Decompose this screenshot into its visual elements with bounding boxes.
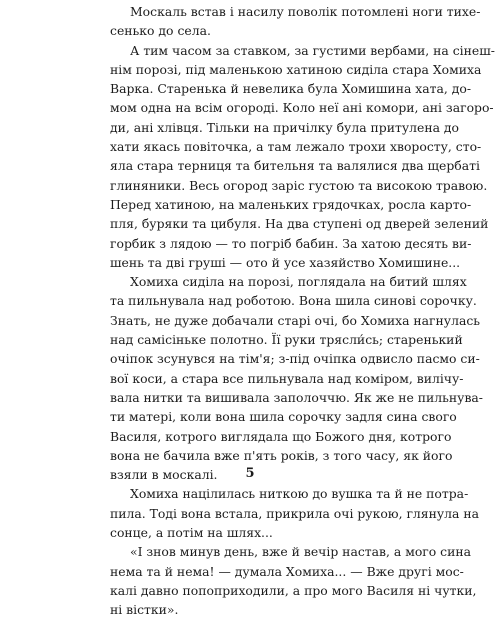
text-line: Хомиха сиділа на порозі, поглядала на битий шлях	[130, 274, 467, 290]
text-line: ні вістки».	[110, 602, 179, 618]
text-line: Хомиха націлилась ниткою до вушка та й не потра-	[130, 486, 469, 502]
text-line: пля, буряки та цибуля. На два ступені од дверей зелений	[110, 216, 489, 232]
text-line: Знать, не дуже добачали старі очі, бо Хомиха нагнулась	[110, 312, 481, 328]
text-line: сенько до села.	[110, 23, 211, 39]
text-line: вої коси, а стара все пильнувала над коміром, вилічу-	[110, 370, 464, 386]
body-text	[110, 2, 495, 620]
text-line: Москаль встав і насилу поволік потомлені ноги тихе-	[130, 4, 481, 19]
text-line: глиняники. Весь огород заріс густою та високою травою.	[110, 177, 488, 193]
text-line: взяли в москалі.	[110, 467, 218, 483]
text-line: ти матері, коли вона шила сорочку задля сина свого	[110, 409, 457, 425]
text-line: А тим часом за ставком, за густими вербами, на сінеш-	[130, 42, 495, 58]
text-line: Перед хатиною, на маленьких грядочках, росла карто-	[110, 196, 472, 212]
page-number: 5	[245, 466, 255, 481]
text-line: калі давно попоприходили, а про мого Василя ні чутки,	[110, 582, 477, 598]
text-line: мом одна на всім огороді. Коло неї ані комори, ані загоро-	[110, 100, 494, 116]
text-line: «І знов минув день, вже й вечір настав, а мого сина	[130, 544, 472, 560]
text-line: над самісіньке полотно. Її руки трясли́сь; старенький	[110, 332, 463, 348]
text-line: сонце, а потім на шлях...	[110, 525, 273, 541]
text-line: ди, ані хлівця. Тільки на причілку була притулена до	[110, 119, 460, 135]
text-line: горбик з лядою — то погріб бабин. За хатою десять ви-	[110, 235, 472, 251]
text-line: очіпок зсунувся на тім'я; з-під очіпка одвисло пасмо си-	[110, 351, 480, 367]
text-line: вала нитки та вишивала заполоччю. Як же не пильнува-	[110, 389, 483, 405]
text-line: Василя, котрого виглядала що Божого дня, котрого	[110, 428, 452, 444]
text-line: Варка. Старенька й невелика була Хомишина хата, до-	[110, 81, 472, 97]
text-line: нім порозі, під маленькою хатиною сиділа стара Хомиха	[110, 61, 482, 77]
text-line: яла стара терниця та бительня та валялися два щербаті	[110, 158, 480, 174]
text-line: вона не бачила вже п'ять років, з того часу, як його	[110, 447, 453, 463]
text-line: пила. Тоді вона встала, прикрила очі рукою, глянула на	[110, 505, 480, 521]
text-line: та пильнувала над роботою. Вона шила синові сорочку.	[110, 293, 477, 309]
text-line: нема та й нема! — думала Хомиха... — Вже другі мос-	[110, 563, 464, 579]
text-line: хати якась повіточка, а там лежало трохи хворосту, сто-	[110, 139, 482, 155]
text-line: шень та дві груші — ото й усе хазяйство Хомишине...	[110, 254, 461, 270]
